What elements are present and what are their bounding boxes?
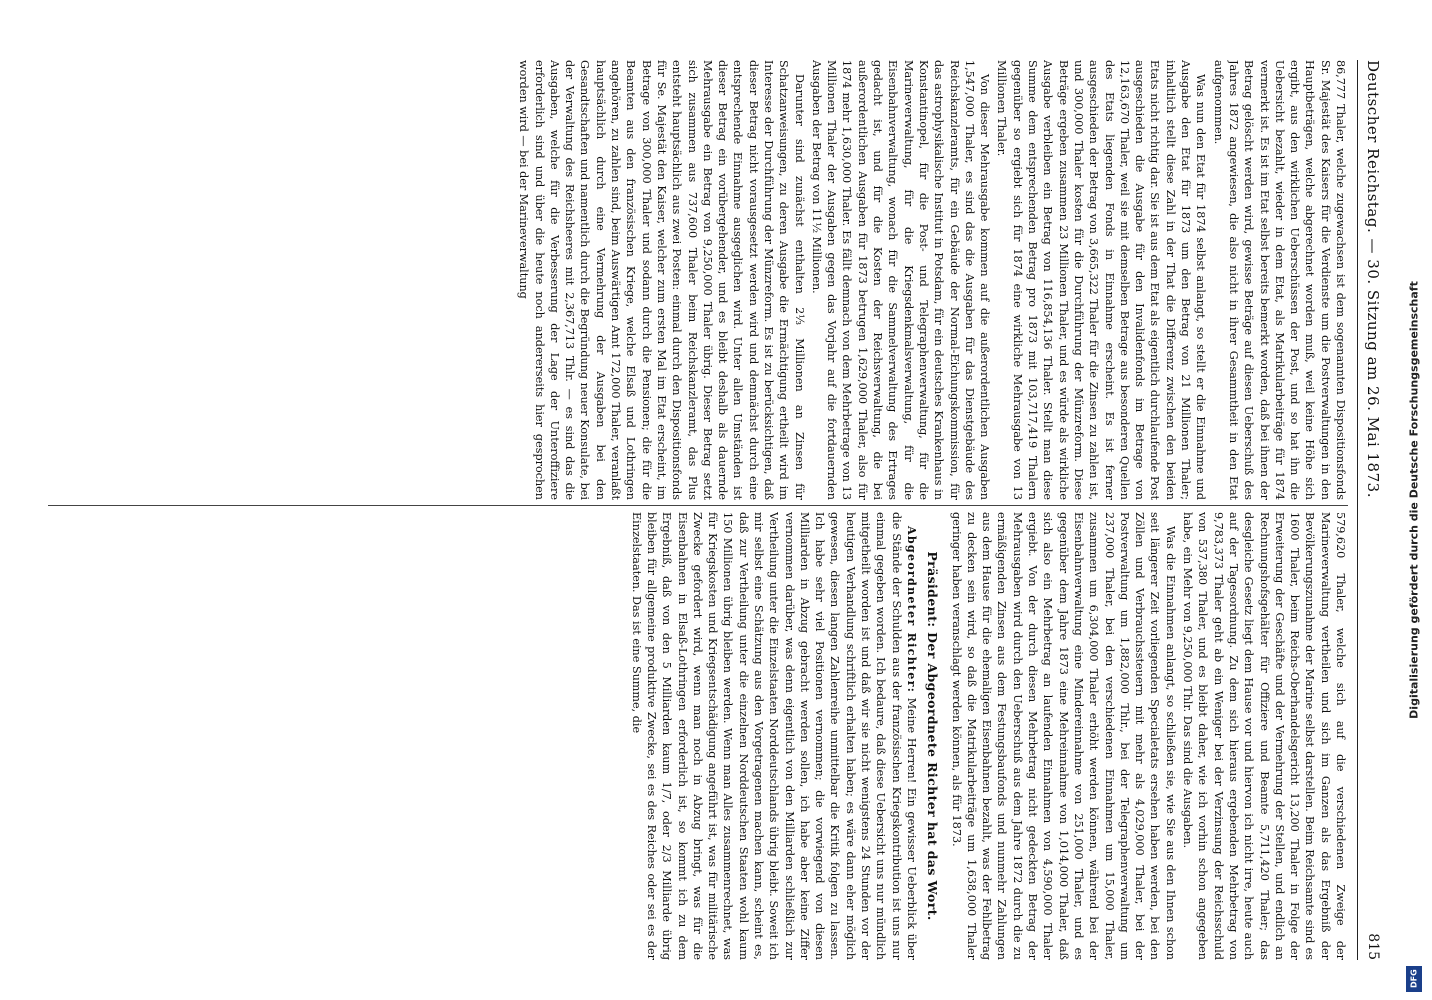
speech-text: Meine Herren! Ein gewisser Ueberblick über die Stände der Schulden aus der französischen Kriegskontribution ist uns nur einmal gegeben worden. Ich bedaure, daß diese Uebersicht uns nur mündlich mitgetheilt worden ist und daß wir sie nicht wenigstens 24 Stunden vor der heutigen Verhandlung schriftlich erhalten haben; es wäre dann eher möglich gewesen, diesen langen Zahlenreihe unmittelbar die Kritik folgen zu lassen. Ich habe sehr viel Positionen vernommen; die vorwiegend von diesen Milliarden in Abzug gebracht werden sollen, ich habe aber keine Ziffer vernommen darüber, was denn eigentlich von den Milliarden schließlich zur Vertheilung unter die Einzelstaaten Norddeutschlands übrig bleibt. Soweit ich mir selbst eine Schätzung aus den Vorgetragenen machen kann, scheint es, daß zur Vertheilung unter die einzelnen Norddeutschen Staaten wohl kaum 150 Millionen übrig bleiben werden. Wenn man Alles zusammenrechnet, was für Kriegskosten und Kriegsentschädigung angeführt ist, was für militärische Zwecke gefordert wird, wenn man noch in Abzug bringt, was für die Eisenbahnen in Elsaß-Lothringen erforderlich ist, so kommt ich zu dem Ergebniß, daß von den 5 Milliarden kaum 1/7, oder 2/3 Milliarde übrig bleiben für allgemeine produktive Zwecke, sei es des Reiches oder sei es der Einzelstaaten. Das ist eine Summe, die [629, 512, 918, 960]
page-title: Deutscher Reichstag. — 30. Sitzung am 26. Mai 1873. [1364, 60, 1382, 498]
paragraph: Was die Einnahmen anlangt, so schließen sie, wie Sie aus den Ihnen schon seit längerer Zeit vorliegenden Specialetats ersehen haben werden, bei den Zöllen und Verbrauchssteuern mit mehr als 4,029,000 Thaler, bei der Postverwaltung um 1,882,000 Thlr., bei der Telegraphenverwaltung um 237,000 Thaler, bei den verschiedenen Einnahmen um 15,000 Thaler, zusammen um 6,304,000 Thaler erhöht werden können, während bei der Eisenbahnverwaltung eine Mindereinnahme von 251,000 Thaler, und es gegenüber dem Jahre 1873 eine Mehreinnahme von 1,014,000 Thaler, daß sich also ein Mehrbetrag an laufenden Einnahmen von 4,590,000 Thaler ergiebt. Von der durch diesen Mehrbetrag nicht gedeckten Betrag der Mehrausgaben wird durch den Ueberschuß aus dem Jahre 1872 durch die zu ermäßigenden Zinsen aus dem Festungsbaufonds und nunmehr Zahlungen aus dem Hause für die ehemaligen Eisenbahnen bezahlt, was der Fehlbetrag zu decken sein wird, so daß die Matrikularbeiträge um 1,638,000 Thaler geringer haben veranschlagt werden können, als für 1873. [949, 512, 1177, 960]
header-rule [1357, 60, 1358, 960]
paragraph: 86,777 Thaler, welche zugewachsen ist dem sogenannten Dispositionsfonds Sr. Majestät des Kaisers für die Verdienste um die Postverwaltungen in den Hauptbeträgen, welche abgerechnet worden muß, weil keine Höhe sich ergibt, aus den wirklichen Ueberschüssen der Post, und so hat ihn die Uebersicht bezahlt, wieder in dem Etat, als Matrikularbeiträge für 1874 vermerkt ist. Es ist im Etat selbst bereits bemerkt worden, daß bei ihnen der Betrag gelöscht werden wird, gewisse Beträge auf diesen Ueberschuß des Jahres 1872 angewiesen, die also nicht in ihrer Gesammtheit in den Etat aufgenommen. [1211, 60, 1347, 500]
paragraph: Darunter sind zunächst enthalten 2⅓ Millionen an Zinsen für Schatzanweisungen, zu deren Ausgabe die Ermächtigung ertheilt wird im Interesse der Durchführung der Münzreform. Es ist zu berücksichtigen, daß dieser Betrag nicht vorausgesetzt werden wird und demnächst durch eine entsprechende Einnahme ausgeglichen wird. Unter allen Umständen ist dieser Betrag ein vorübergehender, und es bleibt deshalb als dauernde Mehrausgabe ein Betrag von 9,250,000 Thaler übrig. Dieser Betrag setzt sich zusammen aus 737,600 Thaler beim Reichskanzleramt, das Plus entsteht hauptsächlich aus zwei Posten: einmal durch den Dispositionsfonds für Se. Majestät den Kaiser, welcher zum ersten Mal im Etat erscheint, im Betrage von 300,000 Thaler und sodann durch die Pensionen; die für die Beamten aus den französischen Kriege, welche Elsaß und Lothringen angehören, zu zahlen sind, beim Auswärtigen Amt 172,000 Thaler, veranlaßt hauptsächlich durch eine Vermehrung der Ausgaben bei den Gesandtschaften und namentlich durch die Begründung neuer Konsulate, bei der Verwaltung des Reichsheeres mit 2,367,713 Thlr. — es sind das die Ausgaben, welche für die Verbesserung der Lage der Unteroffiziere erforderlich sind und über die heute noch andererseits hier gesprochen worden wird — bei der Marineverwaltung [517, 60, 806, 500]
speaker-name: Abgeordneter Richter: [904, 526, 919, 694]
page-header [1360, 60, 1386, 960]
digitization-footer [1396, 0, 1432, 1000]
paragraph: Was nun den Etat für 1874 selbst anlangt, so stellt er die Einnahme und Ausgabe den Etat für 1873 um den Betrag von 21 Millionen Thaler; inhaltlich stellt diese Zahl in der That die Differenz zwischen den beiden Etats nicht richtig dar. Sie ist aus dem Etat als eigentlich durchlaufende Post ausgeschieden die Ausgabe für den Invalidenfonds im Betrage von 12,163,670 Thaler, weil sie mit demselben Betrage aus besonderen Quellen des Etats liegenden Fonds in Einnahme erscheint. Es ist ferner ausgeschieden der Betrag von 3,665,322 Thaler für die Zinsen zu zahlen ist, und 300,000 Thaler kosten für die Durchführung der Münzreform. Diese Beträge ergeben zusammen 23 Millionen Thaler, und es würde als wirkliche Ausgabe verbleiben ein Betrag von 116,854,136 Thaler. Stellt man diese Summe dem entsprechenden Betrag pro 1873 mit 103,717,419 Thalern gegenüber so ergiebt sich für 1874 eine wirkliche Mehrausgabe von 13 Millionen Thaler. [995, 60, 1208, 500]
column-divider [48, 505, 1348, 506]
funding-credit: Digitalisierung gefördert durch die Deutsche Forschungsgemeinschaft [1407, 281, 1421, 719]
right-column [48, 512, 1348, 960]
paragraph: Von dieser Mehrausgabe kommen auf die außerordentlichen Ausgaben 1,547,000 Thaler, es sind das die Ausgaben für das Dienstgebäude des Reichskanzleramts, für ein Gebäude der Normal-Eichungskommission, für das astrophysikalische Institut in Potsdam, für ein deutsches Krankenhaus in Konstantinopel, für die Post- und Telegraphenverwaltung, für die Marineverwaltung, für die Kriegsdenkmalsverwaltung, für die Eisenbahnverwaltung, wonach für die Sammelverwaltung des Ertrages gedacht ist, und für die Kosten der Reichsverwaltung, die bei außerordentlichen Ausgaben für 1873 betrugen 1,629,000 Thaler, also für 1874 mehr 1,630,000 Thaler. Es fällt demnach von dem Mehrbetrage von 13 Millionen Thaler der Ausgaben gegen das Vorjahr auf die fortdauernden Ausgaben der Betrag von 11½ Millionen. [809, 60, 992, 500]
rotated-page [12, 0, 1392, 1000]
left-column [48, 60, 1348, 500]
page-number: 815 [1365, 933, 1381, 960]
section-heading: Präsident: Der Abgeordnete Richter hat das Wort. [925, 551, 941, 921]
dfg-logo: DFG [1406, 966, 1422, 992]
paragraph: 579,620 Thaler, welche sich auf die verschiedenen Zweige der Marineverwaltung vertheilen und sich im Ganzen als das Ergebniß der Bevölkerungszunahme der Marine selbst darstellen. Beim Reichsamte sind es 1600 Thaler, beim Reichs-Oberhandelsgericht 13,200 Thaler in Folge der Erweiterung der Geschäfte und der Vermehrung der Stellen, und endlich an Rechnungshofsgehälter für Offiziere und Beamte 5,711,420 Thaler; das desgleiche Gesetz liegt dem Hause vor und hiervon ich nicht irre, heute auch auf der Tagesordnung. Zu dem sich hieraus ergebenden Mehrbetrag von 9,783,373 Thaler geht ab ein Weniger bei der Verzinsung der Reichsschuld von 537,380 Thaler, und es bleibt daher, wie ich vorhin schon angegeben habe, ein Mehr von 9,250,000 Thlr. Das sind die Ausgaben. [1181, 512, 1347, 960]
